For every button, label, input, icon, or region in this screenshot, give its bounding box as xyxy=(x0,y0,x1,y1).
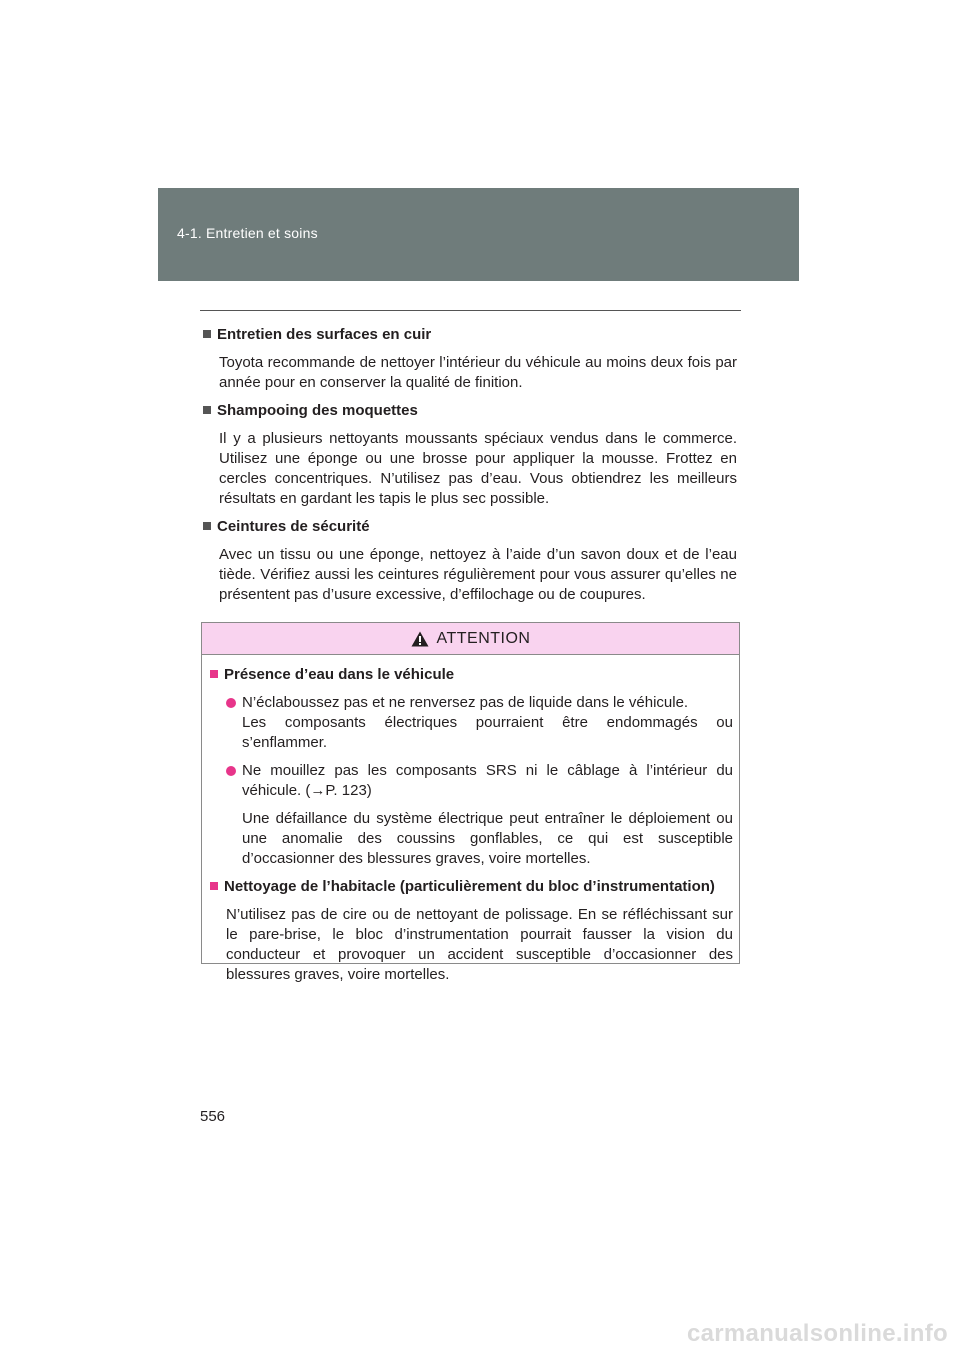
attention-bullet: N’éclaboussez pas et ne renversez pas de liquide dans le véhicule. Les composants électriques pourraient être endommagés ou s’enflammer. xyxy=(226,693,733,753)
circle-bullet-icon xyxy=(226,766,236,776)
circle-bullet-icon xyxy=(226,698,236,708)
attention-header xyxy=(202,623,739,655)
divider xyxy=(200,310,741,311)
square-bullet-icon xyxy=(210,882,218,890)
watermark: carmanualsonline.info xyxy=(686,1320,948,1347)
subsection-heading: Ceintures de sécurité xyxy=(203,517,737,537)
main-content xyxy=(203,325,737,613)
square-bullet-icon xyxy=(210,670,218,678)
attention-label: ATTENTION xyxy=(436,629,531,647)
section-title: 4-1. Entretien et soins xyxy=(177,225,318,241)
square-bullet-icon xyxy=(203,406,211,414)
attention-paragraph: N’utilisez pas de cire ou de nettoyant de polissage. En se réfléchissant sur le pare-brise, le bloc d’instrumentation pourrait fausser la vision du conducteur et provoquer un accident susceptible d’occasionner des blessures graves, voire mortelles. xyxy=(226,906,733,983)
attention-heading: Nettoyage de l’habitacle (particulièrement du bloc d’instrumentation) xyxy=(210,877,733,897)
attention-box xyxy=(201,622,740,983)
square-bullet-icon xyxy=(203,330,211,338)
square-bullet-icon xyxy=(203,522,211,530)
attention-heading: Présence d’eau dans le véhicule xyxy=(210,665,733,685)
attention-bullet: Ne mouillez pas les composants SRS ni le câblage à l’intérieur du véhicule. (→P. 123) xyxy=(226,761,733,801)
subsection-heading: Shampooing des moquettes xyxy=(203,401,737,421)
paragraph: Avec un tissu ou une éponge, nettoyez à l’aide d’un savon doux et de l’eau tiède. Vérifiez aussi les ceintures régulièrement pour vous assurer qu’elles ne présentent pas d’usure excessive, d’effilochage ou de coupures. xyxy=(219,546,737,603)
attention-bullet-continuation: Une défaillance du système électrique peut entraîner le déploiement ou une anomalie des coussins gonflables, ce qui est susceptible d’occasionner des blessures graves, voire mortelles. xyxy=(242,810,733,867)
warning-icon xyxy=(411,631,429,647)
paragraph: Toyota recommande de nettoyer l’intérieur du véhicule au moins deux fois par année pour en conserver la qualité de finition. xyxy=(219,354,737,391)
page-number: 556 xyxy=(200,1108,226,1125)
subsection-heading: Entretien des surfaces en cuir xyxy=(203,325,737,345)
attention-body xyxy=(202,655,739,985)
paragraph: Il y a plusieurs nettoyants moussants spéciaux vendus dans le commerce. Utilisez une éponge ou une brosse pour appliquer la mousse. Frottez en cercles concentriques. N’utilisez pas d’eau. Vous obtiendrez les meilleurs résultats en gardant les tapis le plus sec possible. xyxy=(219,430,737,507)
